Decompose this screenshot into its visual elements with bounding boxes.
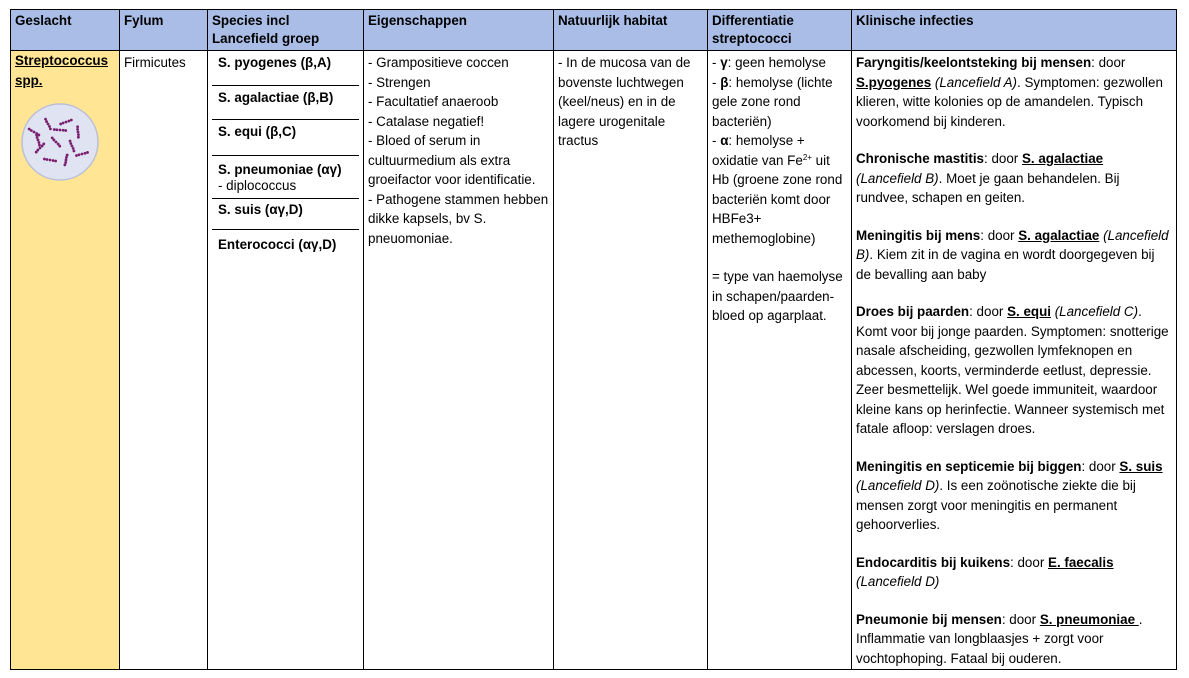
header-habitat: Natuurlijk habitat (554, 10, 708, 51)
infectie-item: Pneumonie bij mensen: door S. pneumoniae . Inflammatie van longblaasjes + zorgt voor vochtophoping. Fataal bij ouderen. (856, 611, 1143, 666)
hemolyse-alpha: - α: hemolyse + oxidatie van $Fe^{2+}$ uit Hb (groene zone rond bacteriën komt door HBFe3+ methemoglobine) (712, 133, 843, 246)
infectie-item: Faryngitis/keelontsteking bij mensen: door S.pyogenes (Lancefield A). Symptomen: gezwollen klieren, witte kolonies op de amandelen. Typisch voorkomend bij kinderen. (856, 55, 1163, 129)
header-eigenschappen: Eigenschappen (364, 10, 554, 51)
eigenschappen-cell (364, 51, 554, 670)
infectie-item: Meningitis en septicemie bij biggen: door S. suis (Lancefield D). Is een zoönotische ziekte die bij mensen zorgt voor meningitis en permanent gehoorverlies. (856, 458, 1163, 532)
eigenschap-item: - Bloed of serum in cultuurmedium als extra groeifactor voor identificatie. (368, 133, 536, 187)
species-item: S. suis (αγ,D) (212, 199, 359, 230)
hemolyse-gamma: - γ: geen hemolyse (712, 55, 826, 70)
streptococcus-table (10, 9, 1177, 670)
eigenschap-item: - Strengen (368, 74, 431, 90)
eigenschap-item: - Pathogene stammen hebben dikke kapsels, bv S. pneuomoniae. (368, 191, 549, 246)
header-differentiatie: Differentiatie streptococci (708, 10, 852, 51)
differentiatie-cell (708, 51, 852, 670)
species-item: S. pneumoniae (αγ) - diplococcus (212, 156, 359, 199)
species-item: Enterococci (αγ,D) (218, 237, 337, 252)
fylum-cell: Firmicutes (120, 51, 208, 670)
table-row (11, 51, 1177, 670)
header-fylum: Fylum (120, 10, 208, 51)
streptococcus-microscope-image (20, 102, 100, 182)
infecties-cell (852, 51, 1177, 670)
eigenschap-item: - Catalase negatief! (368, 113, 485, 129)
species-item: S. equi (β,C) (212, 120, 359, 156)
genus-cell (11, 51, 120, 670)
eigenschap-item: - Facultatief anaeroob (368, 94, 499, 109)
infectie-item: Meningitis bij mens: door S. agalactiae (Lancefield B). Kiem zit in de vagina en wordt doorgegeven bij de bevalling aan baby (856, 227, 1169, 282)
species-item: S. pyogenes (β,A) (212, 51, 359, 86)
infectie-item: Chronische mastitis: door S. agalactiae (Lancefield B). Moet je gaan behandelen. Bij rundvee, schapen en geiten. (856, 151, 1120, 205)
species-item: S. agalactiae (β,B) (212, 86, 359, 120)
hemolyse-beta: - β: hemolyse (lichte gele zone rond bacteriën) (712, 74, 833, 129)
hemolyse-note: = type van haemolyse in schapen/paarden-bloed op agarplaat. (712, 269, 843, 323)
eigenschap-item: - Grampositieve coccen (368, 55, 509, 70)
header-klinische-infecties: Klinische infecties (852, 10, 1177, 51)
habitat-cell: - In de mucosa van de bovenste luchtwegen (keel/neus) en in de lagere urogenitale tractus (554, 51, 708, 670)
infectie-item: Endocarditis bij kuikens: door E. faecalis (Lancefield D) (856, 554, 1114, 589)
header-row (11, 10, 1177, 51)
header-geslacht: Geslacht (11, 10, 120, 51)
infectie-item: Droes bij paarden: door S. equi (Lancefield C). Komt voor bij jonge paarden. Symptomen: snotterige nasale afscheiding, gezwollen lymfeknopen en abcessen, koorts, verminderde eetlust, depressie. Zeer besmettelijk. Wel goede immuniteit, waardoor kleine kans op herinfectie. Wanneer systemisch met fatale afloop: verslagen droes. (856, 304, 1169, 436)
species-cell (208, 51, 364, 670)
header-species: Species incl Lancefield groep (208, 10, 364, 51)
genus-name: Streptococcus spp. (15, 53, 109, 88)
